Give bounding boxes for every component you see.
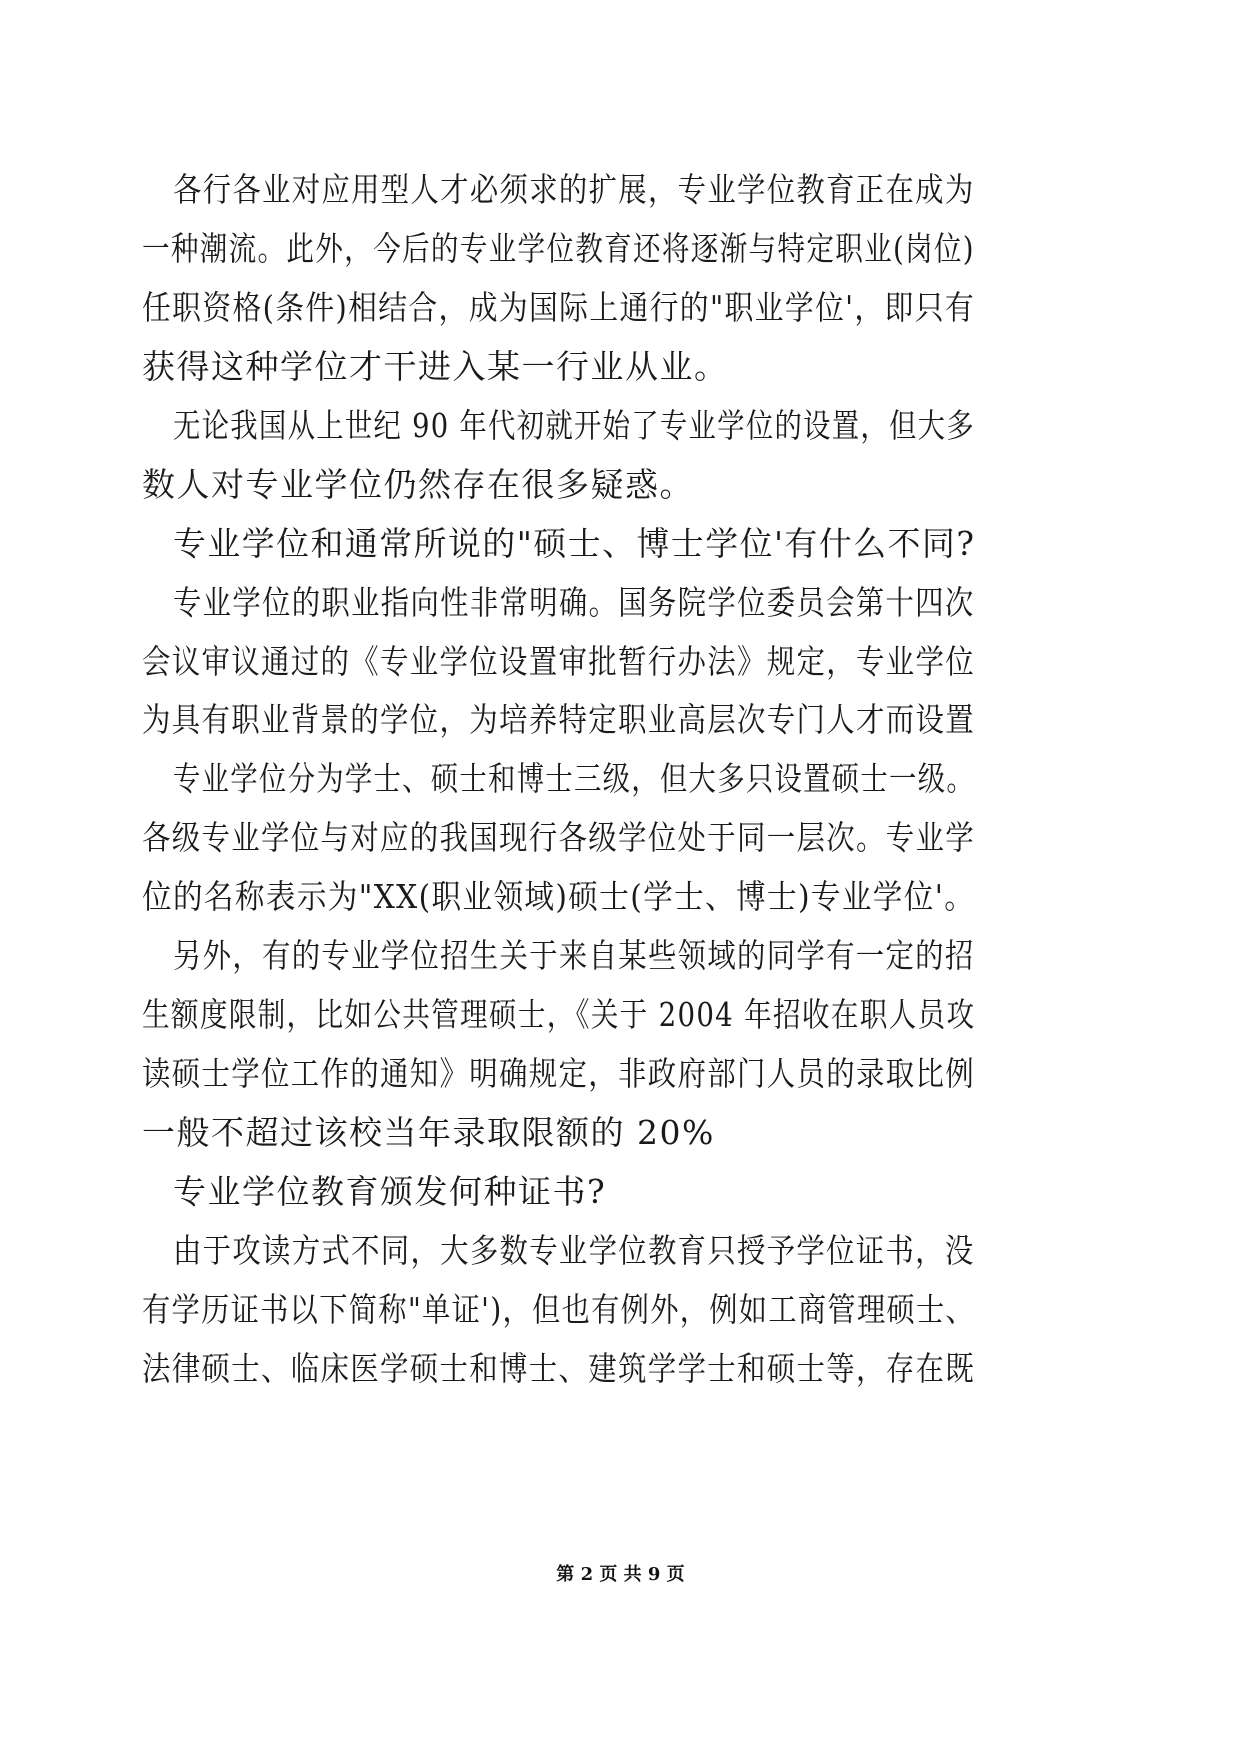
text-line: 生额度限制，比如公共管理硕士，《关于 2004 年招收在职人员攻 <box>142 995 976 1034</box>
text-line: 会议审议通过的《专业学位设置审批暂行办法》规定，专业学位 <box>142 642 975 681</box>
text-line: 一般不超过该校当年录取限额的 20% <box>142 1113 715 1152</box>
text-line: 有学历证书以下简称"单证')，但也有例外，例如工商管理硕士、 <box>142 1290 976 1329</box>
text-line: 一种潮流。此外，今后的专业学位教育还将逐渐与特定职业(岗位) <box>142 229 975 268</box>
text-line: 读硕士学位工作的通知》明确规定，非政府部门人员的录取比例 <box>142 1054 975 1093</box>
text-line: 法律硕士、临床医学硕士和博士、建筑学学士和硕士等，存在既 <box>142 1349 975 1388</box>
text-line: 由于攻读方式不同，大多数专业学位教育只授予学位证书，没 <box>173 1231 975 1270</box>
text-line: 专业学位的职业指向性非常明确。国务院学位委员会第十四次 <box>173 583 975 622</box>
text-line: 任职资格(条件)相结合，成为国际上通行的"职业学位'，即只有 <box>142 288 976 327</box>
text-line: 专业学位分为学士、硕士和博士三级，但大多只设置硕士一级。 <box>173 759 975 798</box>
text-line: 获得这种学位才干进入某一行业从业。 <box>142 347 729 386</box>
page-number-footer: 第 2 页 共 9 页 <box>556 1564 685 1585</box>
text-line: 为具有职业背景的学位，为培养特定职业高层次专门人才而设置 <box>142 700 975 739</box>
text-line: 各级专业学位与对应的我国现行各级学位处于同一层次。专业学 <box>142 818 975 857</box>
text-line: 位的名称表示为"XX(职业领域)硕士(学士、博士)专业学位'。 <box>142 877 976 916</box>
text-line: 各行各业对应用型人才必须求的扩展，专业学位教育正在成为 <box>173 170 975 209</box>
text-line: 另外，有的专业学位招生关于来自某些领域的同学有一定的招 <box>173 936 975 975</box>
text-line: 专业学位教育颁发何种证书? <box>173 1172 607 1211</box>
text-line: 无论我国从上世纪 90 年代初就开始了专业学位的设置，但大多 <box>173 406 975 445</box>
text-line: 数人对专业学位仍然存在很多疑惑。 <box>142 465 694 504</box>
text-line: 专业学位和通常所说的"硕士、博士学位'有什么不同? <box>173 524 976 563</box>
